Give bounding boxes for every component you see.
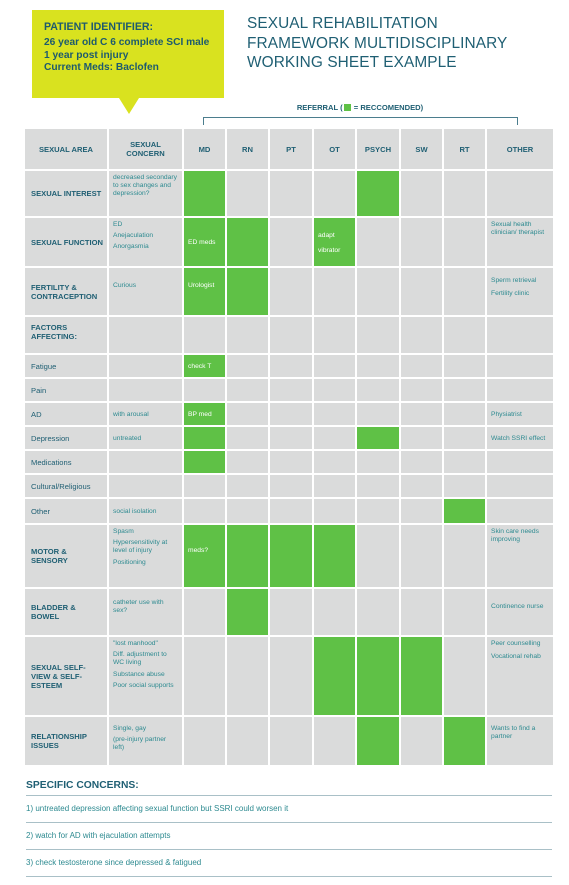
empty-cell xyxy=(108,354,183,378)
referral-psych xyxy=(356,716,400,766)
referral-ot xyxy=(313,636,356,716)
concern-cell xyxy=(108,716,183,766)
empty-cell xyxy=(400,474,443,498)
empty-cell xyxy=(183,474,226,498)
empty-cell xyxy=(443,636,486,716)
table-row xyxy=(24,636,554,716)
referral-note: vibrator xyxy=(318,246,341,254)
header-rt: RT xyxy=(443,128,486,170)
empty-cell xyxy=(313,588,356,636)
other-note: Watch SSRI effect xyxy=(486,426,554,450)
area-self-view: SEXUAL SELF-VIEW & SELF-ESTEEM xyxy=(24,636,108,716)
table-row xyxy=(24,316,554,354)
empty-cell xyxy=(269,498,313,524)
empty-cell xyxy=(269,636,313,716)
referral-rt xyxy=(443,716,486,766)
concern-item: Anorgasmia xyxy=(113,243,149,251)
referral-note: adapt xyxy=(318,232,335,240)
referral-md xyxy=(183,426,226,450)
table-row xyxy=(24,450,554,474)
concern-item-1: 1) untreated depression affecting sexual function but SSRI could worsen it xyxy=(26,796,552,823)
referral-psych xyxy=(356,636,400,716)
empty-cell xyxy=(269,267,313,316)
area-bladder-bowel: BLADDER & BOWEL xyxy=(24,588,108,636)
empty-cell xyxy=(400,588,443,636)
empty-cell xyxy=(486,450,554,474)
empty-cell xyxy=(356,402,400,426)
other-note: Physiatrist xyxy=(486,402,554,426)
table-row xyxy=(24,426,554,450)
empty-cell xyxy=(443,450,486,474)
empty-cell xyxy=(108,378,183,402)
concern-item: Diff. adjustment to WC living xyxy=(113,651,167,667)
empty-cell xyxy=(269,378,313,402)
empty-cell xyxy=(226,636,269,716)
referral-psych xyxy=(356,426,400,450)
empty-cell xyxy=(443,354,486,378)
table-row xyxy=(24,498,554,524)
empty-cell xyxy=(486,316,554,354)
empty-cell xyxy=(356,217,400,267)
empty-cell xyxy=(226,378,269,402)
callout-pointer xyxy=(119,98,139,114)
empty-cell xyxy=(108,474,183,498)
other-note: Continence nurse xyxy=(486,588,554,636)
concern-item: "lost manhood" xyxy=(113,640,158,647)
empty-cell xyxy=(269,474,313,498)
empty-cell xyxy=(313,716,356,766)
empty-cell xyxy=(313,316,356,354)
header-sw: SW xyxy=(400,128,443,170)
concern-item: (pre-injury partner left) xyxy=(113,736,167,752)
referral-rt xyxy=(443,498,486,524)
concern-item: Anejaculation xyxy=(113,232,154,240)
referral-sw xyxy=(400,636,443,716)
empty-cell xyxy=(356,450,400,474)
referral-legend xyxy=(200,103,520,112)
empty-cell xyxy=(313,450,356,474)
concern-item: Poor social supports xyxy=(113,681,174,689)
table-row xyxy=(24,524,554,588)
empty-cell xyxy=(356,474,400,498)
empty-cell xyxy=(400,426,443,450)
empty-cell xyxy=(443,316,486,354)
empty-cell xyxy=(183,588,226,636)
referral-md: Urologist xyxy=(183,267,226,316)
empty-cell xyxy=(400,498,443,524)
empty-cell xyxy=(269,716,313,766)
patient-identifier-box xyxy=(32,10,224,98)
table-row xyxy=(24,716,554,766)
other-note xyxy=(486,636,554,716)
empty-cell xyxy=(443,426,486,450)
empty-cell xyxy=(443,524,486,588)
area-pain: Pain xyxy=(24,378,108,402)
empty-cell xyxy=(313,426,356,450)
header-pt: PT xyxy=(269,128,313,170)
concern-cell: decreased secondary to sex changes and depression? xyxy=(108,170,183,217)
other-note xyxy=(486,267,554,316)
referral-ot xyxy=(313,217,356,267)
empty-cell xyxy=(486,170,554,217)
referral-label: REFERRAL ( xyxy=(296,103,343,112)
other-item: Fertility clinic xyxy=(491,290,530,298)
empty-cell xyxy=(356,588,400,636)
concern-cell: social isolation xyxy=(108,498,183,524)
empty-cell xyxy=(269,450,313,474)
referral-rn xyxy=(226,217,269,267)
empty-cell xyxy=(400,217,443,267)
concern-item: Substance abuse xyxy=(113,670,165,678)
other-note: Skin care needs improving xyxy=(486,524,554,588)
header-md: MD xyxy=(183,128,226,170)
concern-cell: untreated xyxy=(108,426,183,450)
header-sexual-area: SEXUAL AREA xyxy=(24,128,108,170)
area-cultural-religious: Cultural/Religious xyxy=(24,474,108,498)
empty-cell xyxy=(226,426,269,450)
table-row xyxy=(24,217,554,267)
area-other: Other xyxy=(24,498,108,524)
concern-cell: with arousal xyxy=(108,402,183,426)
title-line-1: SEXUAL REHABILITATION xyxy=(247,15,438,32)
title-line-2: FRAMEWORK MULTIDISCIPLINARY xyxy=(247,34,508,52)
empty-cell xyxy=(400,170,443,217)
title-line-3: WORKING SHEET EXAMPLE xyxy=(247,54,457,71)
table-row xyxy=(24,354,554,378)
empty-cell xyxy=(356,354,400,378)
empty-cell xyxy=(356,267,400,316)
referral-rn xyxy=(226,267,269,316)
empty-cell xyxy=(226,450,269,474)
empty-cell xyxy=(108,316,183,354)
empty-cell xyxy=(313,378,356,402)
green-square-icon xyxy=(344,104,351,111)
empty-cell xyxy=(269,588,313,636)
empty-cell xyxy=(486,474,554,498)
empty-cell xyxy=(269,426,313,450)
empty-cell xyxy=(313,474,356,498)
specific-concerns xyxy=(26,780,552,877)
referral-bracket xyxy=(203,117,518,125)
empty-cell xyxy=(443,378,486,402)
empty-cell xyxy=(226,498,269,524)
concern-item: Hypersensitivity at level of injury xyxy=(113,539,168,555)
header-rn: RN xyxy=(226,128,269,170)
empty-cell xyxy=(400,316,443,354)
referral-ot xyxy=(313,524,356,588)
empty-cell xyxy=(269,217,313,267)
empty-cell xyxy=(443,170,486,217)
area-ad: AD xyxy=(24,402,108,426)
area-motor-sensory: MOTOR & SENSORY xyxy=(24,524,108,588)
area-relationship: RELATIONSHIP ISSUES xyxy=(24,716,108,766)
empty-cell xyxy=(486,498,554,524)
referral-meaning: = RECCOMENDED) xyxy=(351,103,424,112)
concern-cell xyxy=(108,524,183,588)
patient-injury-time: 1 year post injury xyxy=(44,49,129,61)
referral-rn xyxy=(226,524,269,588)
empty-cell xyxy=(183,636,226,716)
concern-item: Positioning xyxy=(113,558,146,566)
concern-cell xyxy=(108,217,183,267)
empty-cell xyxy=(400,378,443,402)
empty-cell xyxy=(486,378,554,402)
empty-cell xyxy=(313,267,356,316)
concern-cell: catheter use with sex? xyxy=(108,588,183,636)
empty-cell xyxy=(226,316,269,354)
concern-cell: Curious xyxy=(108,267,183,316)
other-note: Wants to find a partner xyxy=(486,716,554,766)
patient-identifier-title: PATIENT IDENTIFIER: xyxy=(44,21,154,33)
empty-cell xyxy=(400,267,443,316)
empty-cell xyxy=(313,402,356,426)
area-medications: Medications xyxy=(24,450,108,474)
concern-item: ED xyxy=(113,221,123,228)
referral-table xyxy=(23,127,555,767)
empty-cell xyxy=(183,378,226,402)
referral-md: meds? xyxy=(183,524,226,588)
referral-psych xyxy=(356,170,400,217)
other-item: Sperm retrieval xyxy=(491,277,537,284)
referral-rn xyxy=(226,588,269,636)
patient-description: 26 year old C 6 complete SCI male xyxy=(44,37,210,49)
referral-pt xyxy=(269,524,313,588)
header-sexual-concern: SEXUAL CONCERN xyxy=(108,128,183,170)
table-row xyxy=(24,474,554,498)
empty-cell xyxy=(183,316,226,354)
empty-cell xyxy=(226,402,269,426)
empty-cell xyxy=(226,170,269,217)
header-ot: OT xyxy=(313,128,356,170)
other-item: Peer counselling xyxy=(491,640,541,647)
specific-concerns-heading: SPECIFIC CONCERNS: xyxy=(26,780,552,796)
referral-md: BP med xyxy=(183,402,226,426)
empty-cell xyxy=(183,498,226,524)
other-item: Vocational rehab xyxy=(491,653,541,661)
referral-md: check T xyxy=(183,354,226,378)
empty-cell xyxy=(108,450,183,474)
header-psych: PSYCH xyxy=(356,128,400,170)
table-row xyxy=(24,402,554,426)
concern-item-3: 3) check testosterone since depressed & fatigued xyxy=(26,850,552,877)
table-row xyxy=(24,378,554,402)
empty-cell xyxy=(183,716,226,766)
empty-cell xyxy=(356,316,400,354)
empty-cell xyxy=(486,354,554,378)
empty-cell xyxy=(356,524,400,588)
empty-cell xyxy=(226,716,269,766)
area-sexual-interest: SEXUAL INTEREST xyxy=(24,170,108,217)
concern-cell xyxy=(108,636,183,716)
empty-cell xyxy=(443,267,486,316)
empty-cell xyxy=(400,354,443,378)
area-fatigue: Fatigue xyxy=(24,354,108,378)
empty-cell xyxy=(269,402,313,426)
empty-cell xyxy=(313,354,356,378)
empty-cell xyxy=(443,588,486,636)
table-row xyxy=(24,267,554,316)
referral-md xyxy=(183,170,226,217)
concern-item: Spasm xyxy=(113,528,134,535)
empty-cell xyxy=(356,378,400,402)
area-factors-affecting: FACTORS AFFECTING: xyxy=(24,316,108,354)
concern-item: Single, gay xyxy=(113,725,147,732)
referral-md: ED meds xyxy=(183,217,226,267)
empty-cell xyxy=(400,450,443,474)
area-depression: Depression xyxy=(24,426,108,450)
empty-cell xyxy=(313,170,356,217)
empty-cell xyxy=(443,402,486,426)
area-sexual-function: SEXUAL FUNCTION xyxy=(24,217,108,267)
header-row xyxy=(24,128,554,170)
area-fertility: FERTILITY & CONTRACEPTION xyxy=(24,267,108,316)
empty-cell xyxy=(400,716,443,766)
empty-cell xyxy=(269,354,313,378)
referral-md xyxy=(183,450,226,474)
table-row xyxy=(24,588,554,636)
empty-cell xyxy=(313,498,356,524)
empty-cell xyxy=(400,524,443,588)
other-note: Sexual health clinician/ therapist xyxy=(486,217,554,267)
empty-cell xyxy=(226,354,269,378)
empty-cell xyxy=(443,217,486,267)
empty-cell xyxy=(269,170,313,217)
empty-cell xyxy=(356,498,400,524)
patient-current-meds: Current Meds: Baclofen xyxy=(44,62,159,74)
table-row xyxy=(24,170,554,217)
empty-cell xyxy=(400,402,443,426)
concern-item-2: 2) watch for AD with ejaculation attempts xyxy=(26,823,552,850)
header-other: OTHER xyxy=(486,128,554,170)
empty-cell xyxy=(269,316,313,354)
page-title xyxy=(247,14,567,73)
empty-cell xyxy=(226,474,269,498)
empty-cell xyxy=(443,474,486,498)
